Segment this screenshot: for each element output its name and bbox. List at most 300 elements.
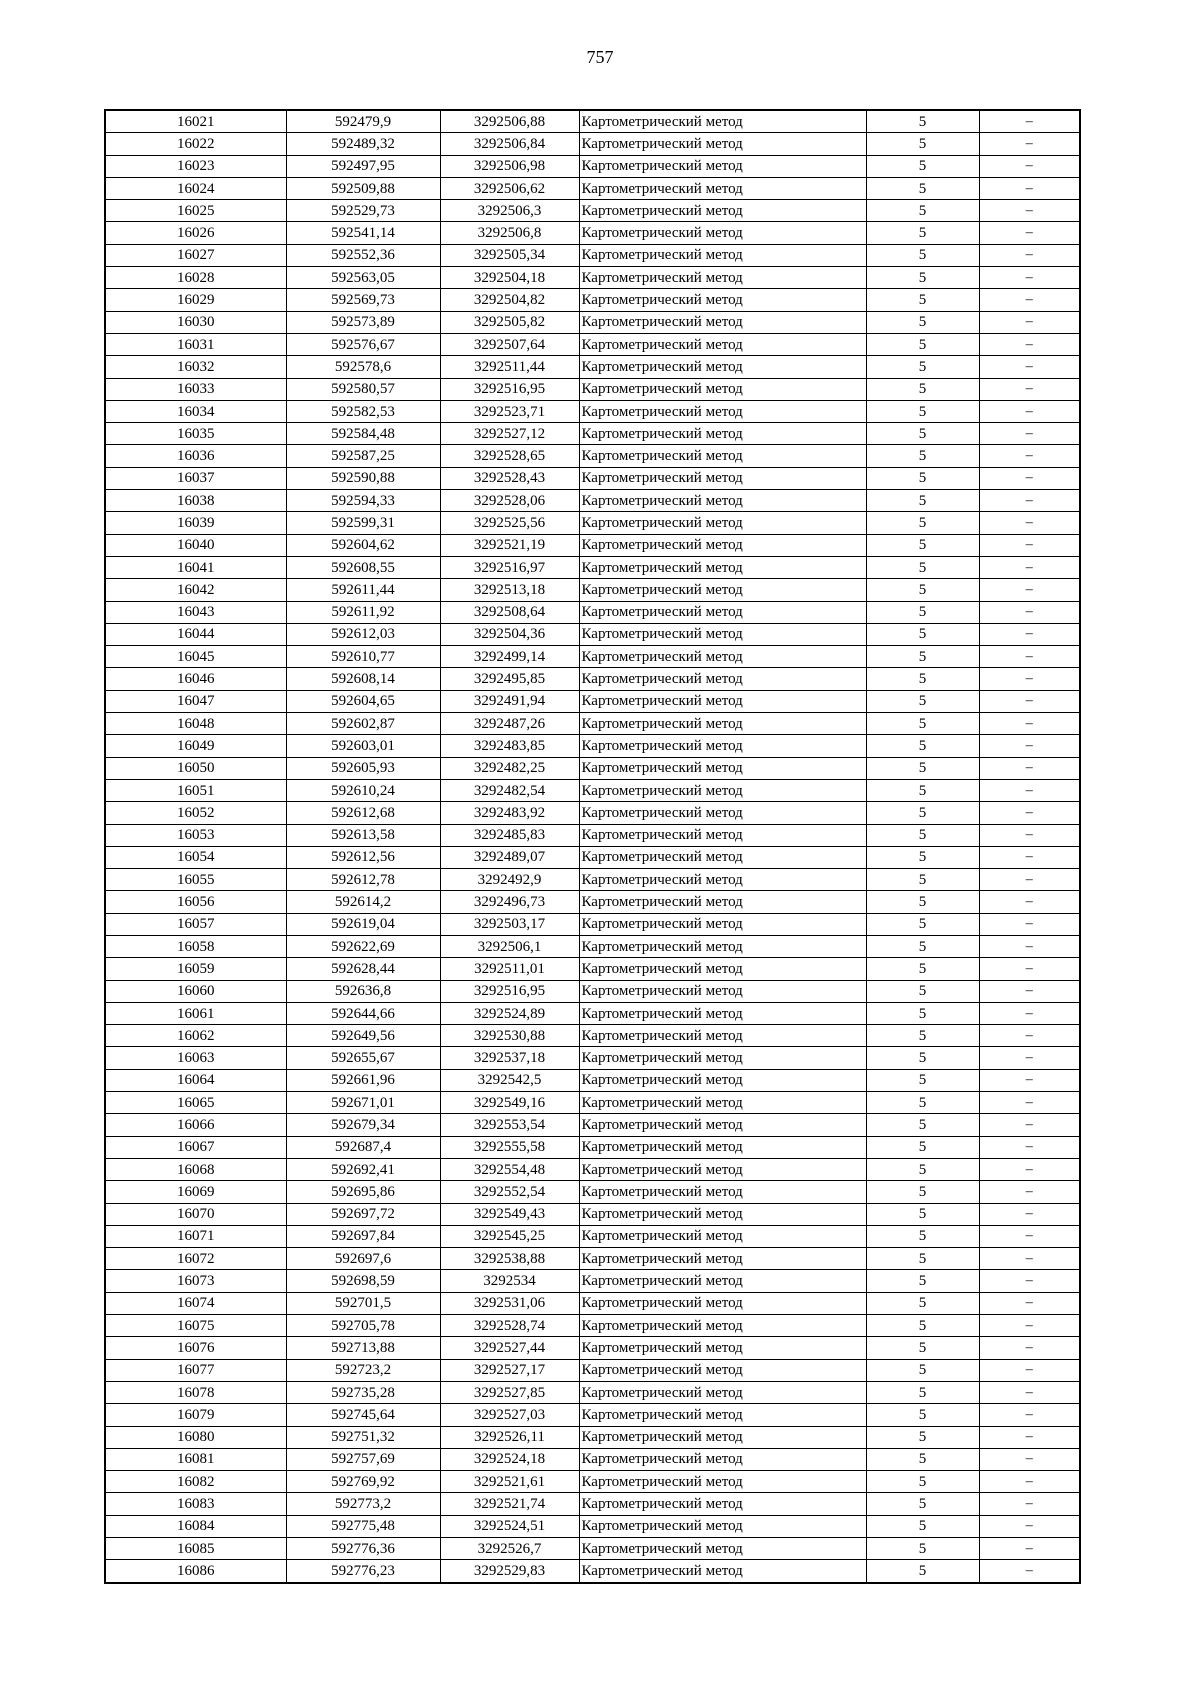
x-coordinate-cell: 592705,78 [286,1315,440,1337]
x-coordinate-cell: 592636,8 [286,980,440,1002]
description-cell: – [979,467,1080,489]
description-cell: – [979,1448,1080,1470]
y-coordinate-cell: 3292524,51 [440,1515,579,1537]
point-number-cell: 16051 [105,779,286,801]
method-cell: Картометрический метод [579,757,866,779]
method-cell: Картометрический метод [579,289,866,311]
page-number: 757 [586,47,614,67]
x-coordinate-cell: 592775,48 [286,1515,440,1537]
point-number-cell: 16026 [105,222,286,244]
x-coordinate-cell: 592576,67 [286,333,440,355]
y-coordinate-cell: 3292554,48 [440,1158,579,1180]
description-cell: – [979,222,1080,244]
method-cell: Картометрический метод [579,133,866,155]
y-coordinate-cell: 3292504,36 [440,623,579,645]
accuracy-cell: 5 [866,958,979,980]
table-row [105,713,1080,735]
method-cell: Картометрический метод [579,1448,866,1470]
table-row [105,958,1080,980]
table-row [105,423,1080,445]
table-row [105,177,1080,199]
method-cell: Картометрический метод [579,690,866,712]
table-row [105,333,1080,355]
method-cell: Картометрический метод [579,668,866,690]
accuracy-cell: 5 [866,1359,979,1381]
description-cell: – [979,1337,1080,1359]
table-row [105,601,1080,623]
method-cell: Картометрический метод [579,1047,866,1069]
method-cell: Картометрический метод [579,1158,866,1180]
description-cell: – [979,1404,1080,1426]
x-coordinate-cell: 592644,66 [286,1002,440,1024]
method-cell: Картометрический метод [579,177,866,199]
point-number-cell: 16043 [105,601,286,623]
point-number-cell: 16037 [105,467,286,489]
point-number-cell: 16023 [105,155,286,177]
description-cell: – [979,333,1080,355]
point-number-cell: 16057 [105,913,286,935]
accuracy-cell: 5 [866,490,979,512]
point-number-cell: 16061 [105,1002,286,1024]
x-coordinate-cell: 592751,32 [286,1426,440,1448]
y-coordinate-cell: 3292521,61 [440,1471,579,1493]
point-number-cell: 16086 [105,1560,286,1583]
accuracy-cell: 5 [866,1114,979,1136]
table-row [105,1025,1080,1047]
point-number-cell: 16048 [105,713,286,735]
table-row [105,356,1080,378]
accuracy-cell: 5 [866,1181,979,1203]
point-number-cell: 16047 [105,690,286,712]
method-cell: Картометрический метод [579,1381,866,1403]
description-cell: – [979,1114,1080,1136]
method-cell: Картометрический метод [579,1225,866,1247]
x-coordinate-cell: 592552,36 [286,244,440,266]
y-coordinate-cell: 3292526,11 [440,1426,579,1448]
point-number-cell: 16038 [105,490,286,512]
description-cell: – [979,824,1080,846]
accuracy-cell: 5 [866,1404,979,1426]
point-number-cell: 16066 [105,1114,286,1136]
table-row [105,1337,1080,1359]
y-coordinate-cell: 3292489,07 [440,846,579,868]
table-row [105,1560,1080,1583]
y-coordinate-cell: 3292552,54 [440,1181,579,1203]
x-coordinate-cell: 592612,68 [286,802,440,824]
description-cell: – [979,110,1080,133]
table-row [105,267,1080,289]
table-row [105,133,1080,155]
accuracy-cell: 5 [866,467,979,489]
point-number-cell: 16071 [105,1225,286,1247]
point-number-cell: 16075 [105,1315,286,1337]
y-coordinate-cell: 3292499,14 [440,646,579,668]
x-coordinate-cell: 592697,72 [286,1203,440,1225]
method-cell: Картометрический метод [579,400,866,422]
accuracy-cell: 5 [866,311,979,333]
description-cell: – [979,534,1080,556]
method-cell: Картометрический метод [579,824,866,846]
table-row [105,1203,1080,1225]
table-row [105,690,1080,712]
description-cell: – [979,1426,1080,1448]
description-cell: – [979,1002,1080,1024]
x-coordinate-cell: 592563,05 [286,267,440,289]
x-coordinate-cell: 592687,4 [286,1136,440,1158]
description-cell: – [979,802,1080,824]
y-coordinate-cell: 3292483,92 [440,802,579,824]
method-cell: Картометрический метод [579,244,866,266]
point-number-cell: 16080 [105,1426,286,1448]
x-coordinate-cell: 592608,14 [286,668,440,690]
point-number-cell: 16039 [105,512,286,534]
point-number-cell: 16050 [105,757,286,779]
method-cell: Картометрический метод [579,646,866,668]
method-cell: Картометрический метод [579,891,866,913]
point-number-cell: 16062 [105,1025,286,1047]
x-coordinate-cell: 592602,87 [286,713,440,735]
table-row [105,1448,1080,1470]
y-coordinate-cell: 3292506,98 [440,155,579,177]
point-number-cell: 16069 [105,1181,286,1203]
x-coordinate-cell: 592599,31 [286,512,440,534]
table-row [105,824,1080,846]
y-coordinate-cell: 3292506,88 [440,110,579,133]
method-cell: Картометрический метод [579,601,866,623]
table-row [105,1002,1080,1024]
table-row [105,512,1080,534]
point-number-cell: 16041 [105,556,286,578]
method-cell: Картометрический метод [579,1092,866,1114]
description-cell: – [979,1292,1080,1314]
method-cell: Картометрический метод [579,1560,866,1583]
point-number-cell: 16085 [105,1538,286,1560]
point-number-cell: 16058 [105,935,286,957]
y-coordinate-cell: 3292516,95 [440,378,579,400]
accuracy-cell: 5 [866,378,979,400]
method-cell: Картометрический метод [579,490,866,512]
point-number-cell: 16033 [105,378,286,400]
method-cell: Картометрический метод [579,713,866,735]
table-row [105,1248,1080,1270]
x-coordinate-cell: 592776,36 [286,1538,440,1560]
point-number-cell: 16074 [105,1292,286,1314]
accuracy-cell: 5 [866,289,979,311]
description-cell: – [979,1047,1080,1069]
y-coordinate-cell: 3292505,82 [440,311,579,333]
method-cell: Картометрический метод [579,802,866,824]
x-coordinate-cell: 592622,69 [286,935,440,957]
description-cell: – [979,913,1080,935]
method-cell: Картометрический метод [579,913,866,935]
x-coordinate-cell: 592776,23 [286,1560,440,1583]
accuracy-cell: 5 [866,1471,979,1493]
coordinates-table [104,109,1081,1584]
accuracy-cell: 5 [866,869,979,891]
table-row [105,1426,1080,1448]
table-row [105,110,1080,133]
x-coordinate-cell: 592757,69 [286,1448,440,1470]
method-cell: Картометрический метод [579,333,866,355]
accuracy-cell: 5 [866,1002,979,1024]
accuracy-cell: 5 [866,155,979,177]
y-coordinate-cell: 3292507,64 [440,333,579,355]
table-row [105,1315,1080,1337]
description-cell: – [979,133,1080,155]
x-coordinate-cell: 592582,53 [286,400,440,422]
point-number-cell: 16084 [105,1515,286,1537]
description-cell: – [979,735,1080,757]
point-number-cell: 16072 [105,1248,286,1270]
x-coordinate-cell: 592587,25 [286,445,440,467]
accuracy-cell: 5 [866,980,979,1002]
y-coordinate-cell: 3292537,18 [440,1047,579,1069]
y-coordinate-cell: 3292549,43 [440,1203,579,1225]
accuracy-cell: 5 [866,802,979,824]
accuracy-cell: 5 [866,668,979,690]
table-row [105,311,1080,333]
table-row [105,1069,1080,1091]
y-coordinate-cell: 3292527,17 [440,1359,579,1381]
y-coordinate-cell: 3292528,06 [440,490,579,512]
description-cell: – [979,601,1080,623]
y-coordinate-cell: 3292511,01 [440,958,579,980]
description-cell: – [979,1471,1080,1493]
accuracy-cell: 5 [866,356,979,378]
method-cell: Картометрический метод [579,1471,866,1493]
description-cell: – [979,779,1080,801]
point-number-cell: 16064 [105,1069,286,1091]
x-coordinate-cell: 592529,73 [286,200,440,222]
y-coordinate-cell: 3292511,44 [440,356,579,378]
point-number-cell: 16034 [105,400,286,422]
y-coordinate-cell: 3292506,84 [440,133,579,155]
description-cell: – [979,1493,1080,1515]
method-cell: Картометрический метод [579,1292,866,1314]
description-cell: – [979,400,1080,422]
point-number-cell: 16073 [105,1270,286,1292]
table-row [105,1493,1080,1515]
point-number-cell: 16083 [105,1493,286,1515]
accuracy-cell: 5 [866,333,979,355]
point-number-cell: 16029 [105,289,286,311]
x-coordinate-cell: 592509,88 [286,177,440,199]
point-number-cell: 16060 [105,980,286,1002]
method-cell: Картометрический метод [579,958,866,980]
accuracy-cell: 5 [866,1047,979,1069]
y-coordinate-cell: 3292542,5 [440,1069,579,1091]
accuracy-cell: 5 [866,1315,979,1337]
y-coordinate-cell: 3292482,54 [440,779,579,801]
accuracy-cell: 5 [866,1225,979,1247]
x-coordinate-cell: 592603,01 [286,735,440,757]
table-row [105,802,1080,824]
method-cell: Картометрический метод [579,110,866,133]
accuracy-cell: 5 [866,646,979,668]
description-cell: – [979,1270,1080,1292]
point-number-cell: 16027 [105,244,286,266]
point-number-cell: 16052 [105,802,286,824]
table-row [105,913,1080,935]
x-coordinate-cell: 592569,73 [286,289,440,311]
x-coordinate-cell: 592578,6 [286,356,440,378]
method-cell: Картометрический метод [579,556,866,578]
accuracy-cell: 5 [866,1292,979,1314]
description-cell: – [979,1181,1080,1203]
x-coordinate-cell: 592612,56 [286,846,440,868]
description-cell: – [979,155,1080,177]
x-coordinate-cell: 592769,92 [286,1471,440,1493]
y-coordinate-cell: 3292506,3 [440,200,579,222]
point-number-cell: 16078 [105,1381,286,1403]
method-cell: Картометрический метод [579,1515,866,1537]
point-number-cell: 16054 [105,846,286,868]
description-cell: – [979,757,1080,779]
x-coordinate-cell: 592697,6 [286,1248,440,1270]
table-row [105,1158,1080,1180]
table-row [105,378,1080,400]
description-cell: – [979,846,1080,868]
accuracy-cell: 5 [866,1381,979,1403]
description-cell: – [979,1069,1080,1091]
y-coordinate-cell: 3292504,18 [440,267,579,289]
method-cell: Картометрический метод [579,155,866,177]
method-cell: Картометрический метод [579,423,866,445]
table-row [105,846,1080,868]
description-cell: – [979,1381,1080,1403]
description-cell: – [979,1248,1080,1270]
accuracy-cell: 5 [866,913,979,935]
description-cell: – [979,512,1080,534]
x-coordinate-cell: 592697,84 [286,1225,440,1247]
method-cell: Картометрический метод [579,356,866,378]
table-row [105,289,1080,311]
x-coordinate-cell: 592619,04 [286,913,440,935]
accuracy-cell: 5 [866,556,979,578]
point-number-cell: 16077 [105,1359,286,1381]
point-number-cell: 16049 [105,735,286,757]
x-coordinate-cell: 592604,65 [286,690,440,712]
x-coordinate-cell: 592610,24 [286,779,440,801]
y-coordinate-cell: 3292528,74 [440,1315,579,1337]
x-coordinate-cell: 592671,01 [286,1092,440,1114]
description-cell: – [979,1158,1080,1180]
y-coordinate-cell: 3292504,82 [440,289,579,311]
method-cell: Картометрический метод [579,579,866,601]
x-coordinate-cell: 592745,64 [286,1404,440,1426]
table-row [105,445,1080,467]
point-number-cell: 16065 [105,1092,286,1114]
point-number-cell: 16082 [105,1471,286,1493]
y-coordinate-cell: 3292506,1 [440,935,579,957]
y-coordinate-cell: 3292527,03 [440,1404,579,1426]
table-row [105,1047,1080,1069]
accuracy-cell: 5 [866,1248,979,1270]
coordinates-table-body [105,110,1080,1583]
description-cell: – [979,1136,1080,1158]
point-number-cell: 16063 [105,1047,286,1069]
y-coordinate-cell: 3292530,88 [440,1025,579,1047]
y-coordinate-cell: 3292508,64 [440,601,579,623]
y-coordinate-cell: 3292521,19 [440,534,579,556]
point-number-cell: 16068 [105,1158,286,1180]
table-row [105,1538,1080,1560]
method-cell: Картометрический метод [579,846,866,868]
y-coordinate-cell: 3292538,88 [440,1248,579,1270]
y-coordinate-cell: 3292491,94 [440,690,579,712]
y-coordinate-cell: 3292534 [440,1270,579,1292]
description-cell: – [979,690,1080,712]
x-coordinate-cell: 592610,77 [286,646,440,668]
description-cell: – [979,244,1080,266]
table-row [105,556,1080,578]
method-cell: Картометрический метод [579,1002,866,1024]
description-cell: – [979,958,1080,980]
x-coordinate-cell: 592649,56 [286,1025,440,1047]
y-coordinate-cell: 3292521,74 [440,1493,579,1515]
y-coordinate-cell: 3292496,73 [440,891,579,913]
point-number-cell: 16022 [105,133,286,155]
y-coordinate-cell: 3292483,85 [440,735,579,757]
x-coordinate-cell: 592723,2 [286,1359,440,1381]
accuracy-cell: 5 [866,133,979,155]
y-coordinate-cell: 3292516,95 [440,980,579,1002]
table-row [105,400,1080,422]
accuracy-cell: 5 [866,757,979,779]
y-coordinate-cell: 3292524,89 [440,1002,579,1024]
x-coordinate-cell: 592580,57 [286,378,440,400]
description-cell: – [979,713,1080,735]
point-number-cell: 16040 [105,534,286,556]
accuracy-cell: 5 [866,267,979,289]
accuracy-cell: 5 [866,891,979,913]
accuracy-cell: 5 [866,222,979,244]
description-cell: – [979,177,1080,199]
description-cell: – [979,378,1080,400]
method-cell: Картометрический метод [579,311,866,333]
method-cell: Картометрический метод [579,779,866,801]
point-number-cell: 16024 [105,177,286,199]
method-cell: Картометрический метод [579,445,866,467]
table-row [105,980,1080,1002]
accuracy-cell: 5 [866,713,979,735]
x-coordinate-cell: 592611,92 [286,601,440,623]
x-coordinate-cell: 592612,78 [286,869,440,891]
description-cell: – [979,869,1080,891]
point-number-cell: 16036 [105,445,286,467]
table-row [105,935,1080,957]
y-coordinate-cell: 3292553,54 [440,1114,579,1136]
description-cell: – [979,1359,1080,1381]
method-cell: Картометрический метод [579,935,866,957]
method-cell: Картометрический метод [579,1136,866,1158]
description-cell: – [979,200,1080,222]
table-row [105,1225,1080,1247]
accuracy-cell: 5 [866,1337,979,1359]
x-coordinate-cell: 592608,55 [286,556,440,578]
x-coordinate-cell: 592479,9 [286,110,440,133]
x-coordinate-cell: 592614,2 [286,891,440,913]
description-cell: – [979,1515,1080,1537]
x-coordinate-cell: 592735,28 [286,1381,440,1403]
x-coordinate-cell: 592489,32 [286,133,440,155]
x-coordinate-cell: 592611,44 [286,579,440,601]
accuracy-cell: 5 [866,1203,979,1225]
point-number-cell: 16046 [105,668,286,690]
description-cell: – [979,267,1080,289]
point-number-cell: 16044 [105,623,286,645]
table-row [105,1359,1080,1381]
